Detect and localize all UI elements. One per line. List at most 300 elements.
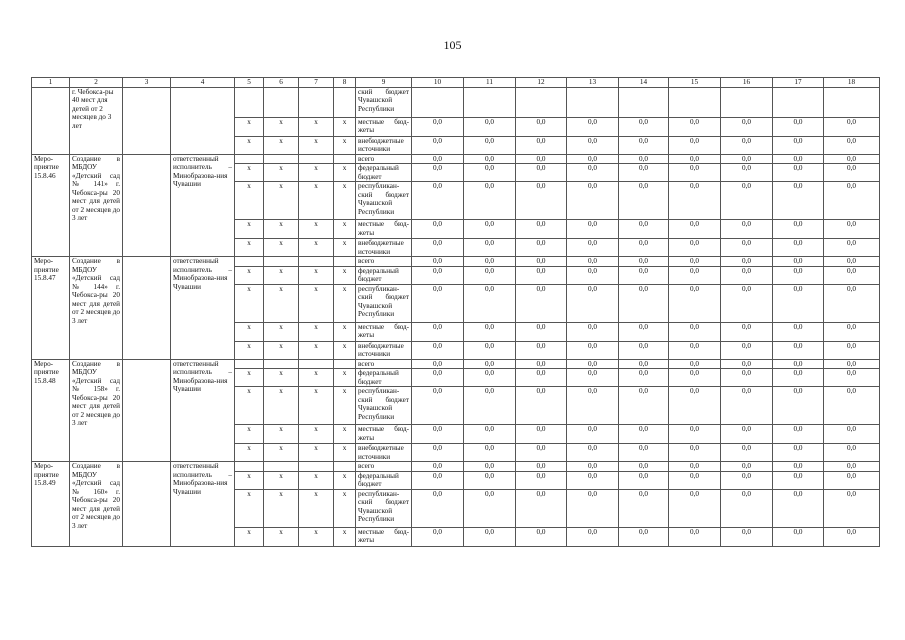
value-cell: 0,0 (824, 284, 880, 322)
value-cell: 0,0 (824, 387, 880, 425)
x-mark: x (264, 387, 299, 425)
funding-source-cell: республикан-ский бюджет Чувашской Республики (356, 387, 412, 425)
value-cell: 0,0 (567, 341, 619, 359)
value-cell: 0,0 (412, 462, 464, 471)
x-mark: x (334, 489, 356, 527)
x-mark: x (235, 182, 264, 220)
column-header: 7 (299, 78, 334, 88)
value-cell: 0,0 (721, 462, 773, 471)
x-mark: x (235, 527, 264, 546)
column-header: 3 (123, 78, 171, 88)
value-cell: 0,0 (721, 387, 773, 425)
empty-cell (299, 257, 334, 266)
event-code-cell: Меро-приятие 15.8.48 (32, 359, 70, 461)
x-mark: x (264, 164, 299, 182)
empty-cell (334, 155, 356, 164)
value-cell: 0,0 (464, 164, 516, 182)
value-cell: 0,0 (669, 471, 721, 489)
x-mark: x (235, 322, 264, 341)
value-cell: 0,0 (516, 257, 567, 266)
value-cell: 0,0 (412, 220, 464, 239)
column-header: 6 (264, 78, 299, 88)
value-cell: 0,0 (619, 220, 669, 239)
x-mark: x (334, 387, 356, 425)
value-cell: 0,0 (773, 182, 824, 220)
value-cell: 0,0 (516, 266, 567, 284)
funding-source-cell: республикан-ский бюджет Чувашской Республики (356, 182, 412, 220)
value-cell: 0,0 (567, 471, 619, 489)
value-cell: 0,0 (412, 425, 464, 444)
empty-cell (773, 88, 824, 118)
value-cell: 0,0 (567, 387, 619, 425)
x-mark: x (235, 444, 264, 462)
value-cell: 0,0 (516, 341, 567, 359)
value-cell: 0,0 (464, 322, 516, 341)
value-cell: 0,0 (412, 359, 464, 368)
value-cell: 0,0 (669, 118, 721, 137)
value-cell: 0,0 (721, 527, 773, 546)
x-mark: x (264, 425, 299, 444)
value-cell: 0,0 (824, 527, 880, 546)
x-mark: x (264, 444, 299, 462)
value-cell: 0,0 (824, 359, 880, 368)
value-cell: 0,0 (464, 462, 516, 471)
x-mark: x (299, 220, 334, 239)
value-cell: 0,0 (464, 257, 516, 266)
value-cell: 0,0 (721, 220, 773, 239)
event-name-cell: г. Чебокса-ры 40 мест для детей от 2 месяцев до 3 лет (70, 88, 123, 155)
page-number: 105 (443, 38, 462, 52)
funding-source-cell: местные бюд-жеты (356, 220, 412, 239)
value-cell: 0,0 (824, 257, 880, 266)
value-cell: 0,0 (669, 164, 721, 182)
value-cell: 0,0 (824, 220, 880, 239)
value-cell: 0,0 (516, 322, 567, 341)
x-mark: x (264, 489, 299, 527)
value-cell: 0,0 (464, 137, 516, 155)
x-mark: x (235, 239, 264, 257)
value-cell: 0,0 (773, 444, 824, 462)
value-cell: 0,0 (567, 182, 619, 220)
value-cell: 0,0 (619, 425, 669, 444)
x-mark: x (334, 369, 356, 387)
value-cell: 0,0 (824, 164, 880, 182)
value-cell: 0,0 (824, 471, 880, 489)
x-mark: x (334, 137, 356, 155)
empty-cell (464, 88, 516, 118)
value-cell: 0,0 (721, 266, 773, 284)
value-cell: 0,0 (721, 489, 773, 527)
column-header: 10 (412, 78, 464, 88)
value-cell: 0,0 (721, 341, 773, 359)
value-cell: 0,0 (412, 118, 464, 137)
empty-cell (334, 359, 356, 368)
x-mark: x (334, 425, 356, 444)
value-cell: 0,0 (773, 489, 824, 527)
value-cell: 0,0 (464, 489, 516, 527)
empty-cell (334, 88, 356, 118)
value-cell: 0,0 (567, 239, 619, 257)
empty-cell (334, 462, 356, 471)
x-mark: x (235, 284, 264, 322)
event-code-cell: Меро-приятие 15.8.46 (32, 155, 70, 257)
x-mark: x (264, 369, 299, 387)
x-mark: x (299, 425, 334, 444)
value-cell: 0,0 (412, 471, 464, 489)
value-cell: 0,0 (412, 164, 464, 182)
event-name-cell: Создание в МБДОУ «Детский сад № 158» г. Чебокса-ры 20 мест для детей от 2 месяцев до 3 лет (70, 359, 123, 461)
responsible-cell: ответственный исполнитель – Минобразова-ния Чувашии (171, 155, 235, 257)
x-mark: x (235, 341, 264, 359)
value-cell: 0,0 (824, 137, 880, 155)
value-cell: 0,0 (412, 444, 464, 462)
x-mark: x (264, 322, 299, 341)
empty-cell (264, 155, 299, 164)
value-cell: 0,0 (669, 182, 721, 220)
value-cell: 0,0 (464, 341, 516, 359)
x-mark: x (334, 284, 356, 322)
value-cell: 0,0 (721, 322, 773, 341)
empty-cell (235, 155, 264, 164)
value-cell: 0,0 (824, 489, 880, 527)
value-cell: 0,0 (412, 257, 464, 266)
value-cell: 0,0 (516, 425, 567, 444)
funding-source-cell: республикан-ский бюджет Чувашской Республики (356, 489, 412, 527)
value-cell: 0,0 (824, 369, 880, 387)
value-cell: 0,0 (516, 462, 567, 471)
x-mark: x (299, 266, 334, 284)
empty-cell (299, 88, 334, 118)
value-cell: 0,0 (824, 155, 880, 164)
value-cell: 0,0 (669, 444, 721, 462)
value-cell: 0,0 (516, 182, 567, 220)
value-cell: 0,0 (619, 266, 669, 284)
funding-source-cell: федеральный бюджет (356, 266, 412, 284)
value-cell: 0,0 (773, 369, 824, 387)
funding-source-cell: федеральный бюджет (356, 369, 412, 387)
column-header: 18 (824, 78, 880, 88)
empty-cell (299, 155, 334, 164)
table-row (32, 88, 880, 118)
value-cell: 0,0 (619, 284, 669, 322)
value-cell: 0,0 (721, 137, 773, 155)
value-cell: 0,0 (773, 462, 824, 471)
value-cell: 0,0 (824, 118, 880, 137)
value-cell: 0,0 (412, 137, 464, 155)
value-cell: 0,0 (669, 341, 721, 359)
value-cell: 0,0 (567, 444, 619, 462)
event-name-cell: Создание в МБДОУ «Детский сад № 141» г. Чебокса-ры 20 мест для детей от 2 месяцев до 3 лет (70, 155, 123, 257)
table-row (32, 155, 880, 164)
value-cell: 0,0 (773, 164, 824, 182)
value-cell: 0,0 (669, 266, 721, 284)
empty-cell (516, 88, 567, 118)
responsible-cell (171, 88, 235, 155)
event-name-cell: Создание в МБДОУ «Детский сад № 160» г. Чебокса-ры 20 мест для детей от 2 месяцев до 3 лет (70, 462, 123, 546)
column-header: 13 (567, 78, 619, 88)
participant-cell (123, 155, 171, 257)
value-cell: 0,0 (619, 182, 669, 220)
value-cell: 0,0 (464, 527, 516, 546)
value-cell: 0,0 (516, 387, 567, 425)
value-cell: 0,0 (619, 341, 669, 359)
value-cell: 0,0 (669, 387, 721, 425)
value-cell: 0,0 (669, 527, 721, 546)
value-cell: 0,0 (567, 359, 619, 368)
x-mark: x (235, 425, 264, 444)
value-cell: 0,0 (721, 444, 773, 462)
value-cell: 0,0 (516, 489, 567, 527)
value-cell: 0,0 (516, 284, 567, 322)
funding-source-cell: всего (356, 462, 412, 471)
x-mark: x (299, 164, 334, 182)
value-cell: 0,0 (464, 359, 516, 368)
x-mark: x (299, 322, 334, 341)
x-mark: x (264, 182, 299, 220)
x-mark: x (334, 527, 356, 546)
value-cell: 0,0 (567, 137, 619, 155)
value-cell: 0,0 (516, 444, 567, 462)
empty-cell (334, 257, 356, 266)
column-header: 12 (516, 78, 567, 88)
value-cell: 0,0 (721, 284, 773, 322)
column-header: 2 (70, 78, 123, 88)
x-mark: x (334, 322, 356, 341)
empty-cell (669, 88, 721, 118)
value-cell: 0,0 (619, 164, 669, 182)
value-cell: 0,0 (669, 425, 721, 444)
value-cell: 0,0 (721, 359, 773, 368)
value-cell: 0,0 (567, 322, 619, 341)
value-cell: 0,0 (412, 155, 464, 164)
column-header: 8 (334, 78, 356, 88)
value-cell: 0,0 (516, 527, 567, 546)
x-mark: x (235, 387, 264, 425)
value-cell: 0,0 (773, 387, 824, 425)
value-cell: 0,0 (619, 387, 669, 425)
value-cell: 0,0 (567, 220, 619, 239)
value-cell: 0,0 (824, 239, 880, 257)
value-cell: 0,0 (464, 369, 516, 387)
empty-cell (264, 462, 299, 471)
table-row (32, 257, 880, 266)
value-cell: 0,0 (619, 359, 669, 368)
value-cell: 0,0 (412, 341, 464, 359)
value-cell: 0,0 (773, 341, 824, 359)
x-mark: x (299, 471, 334, 489)
header-row (32, 78, 880, 88)
value-cell: 0,0 (619, 322, 669, 341)
value-cell: 0,0 (721, 425, 773, 444)
table-body (32, 78, 880, 547)
x-mark: x (235, 137, 264, 155)
empty-cell (412, 88, 464, 118)
value-cell: 0,0 (824, 444, 880, 462)
x-mark: x (299, 489, 334, 527)
value-cell: 0,0 (669, 322, 721, 341)
value-cell: 0,0 (464, 155, 516, 164)
x-mark: x (264, 284, 299, 322)
value-cell: 0,0 (516, 369, 567, 387)
x-mark: x (235, 164, 264, 182)
responsible-cell: ответственный исполнитель – Минобразова-ния Чувашии (171, 359, 235, 461)
value-cell: 0,0 (412, 387, 464, 425)
empty-cell (264, 257, 299, 266)
participant-cell (123, 359, 171, 461)
value-cell: 0,0 (516, 471, 567, 489)
value-cell: 0,0 (773, 137, 824, 155)
x-mark: x (264, 471, 299, 489)
value-cell: 0,0 (824, 425, 880, 444)
value-cell: 0,0 (669, 155, 721, 164)
value-cell: 0,0 (773, 257, 824, 266)
empty-cell (235, 88, 264, 118)
x-mark: x (235, 471, 264, 489)
value-cell: 0,0 (669, 239, 721, 257)
value-cell: 0,0 (773, 266, 824, 284)
table-row (32, 359, 880, 368)
funding-source-cell: всего (356, 257, 412, 266)
x-mark: x (264, 137, 299, 155)
value-cell: 0,0 (464, 444, 516, 462)
value-cell: 0,0 (669, 359, 721, 368)
value-cell: 0,0 (619, 369, 669, 387)
x-mark: x (334, 164, 356, 182)
empty-cell (235, 462, 264, 471)
value-cell: 0,0 (412, 527, 464, 546)
value-cell: 0,0 (412, 239, 464, 257)
value-cell: 0,0 (669, 369, 721, 387)
event-code-cell (32, 88, 70, 155)
value-cell: 0,0 (721, 164, 773, 182)
x-mark: x (299, 341, 334, 359)
value-cell: 0,0 (567, 527, 619, 546)
funding-source-cell: местные бюд-жеты (356, 118, 412, 137)
empty-cell (567, 88, 619, 118)
value-cell: 0,0 (619, 239, 669, 257)
empty-cell (235, 257, 264, 266)
value-cell: 0,0 (721, 118, 773, 137)
value-cell: 0,0 (773, 118, 824, 137)
value-cell: 0,0 (464, 239, 516, 257)
value-cell: 0,0 (773, 359, 824, 368)
funding-source-cell: ский бюджет Чувашской Республики (356, 88, 412, 118)
value-cell: 0,0 (464, 284, 516, 322)
value-cell: 0,0 (721, 369, 773, 387)
x-mark: x (334, 118, 356, 137)
value-cell: 0,0 (516, 359, 567, 368)
value-cell: 0,0 (464, 425, 516, 444)
value-cell: 0,0 (619, 489, 669, 527)
empty-cell (299, 462, 334, 471)
value-cell: 0,0 (619, 257, 669, 266)
value-cell: 0,0 (412, 284, 464, 322)
value-cell: 0,0 (464, 220, 516, 239)
value-cell: 0,0 (619, 118, 669, 137)
value-cell: 0,0 (773, 527, 824, 546)
value-cell: 0,0 (464, 471, 516, 489)
value-cell: 0,0 (619, 527, 669, 546)
value-cell: 0,0 (773, 155, 824, 164)
value-cell: 0,0 (669, 220, 721, 239)
value-cell: 0,0 (824, 322, 880, 341)
funding-source-cell: внебюджетные источники (356, 137, 412, 155)
value-cell: 0,0 (619, 155, 669, 164)
value-cell: 0,0 (516, 220, 567, 239)
funding-source-cell: местные бюд-жеты (356, 425, 412, 444)
value-cell: 0,0 (567, 462, 619, 471)
empty-cell (235, 359, 264, 368)
funding-source-cell: федеральный бюджет (356, 471, 412, 489)
column-header: 1 (32, 78, 70, 88)
x-mark: x (334, 341, 356, 359)
value-cell: 0,0 (567, 369, 619, 387)
x-mark: x (299, 239, 334, 257)
x-mark: x (264, 341, 299, 359)
responsible-cell: ответственный исполнитель – Минобразова-ния Чувашии (171, 257, 235, 359)
event-code-cell: Меро-приятие 15.8.49 (32, 462, 70, 546)
value-cell: 0,0 (619, 462, 669, 471)
value-cell: 0,0 (412, 182, 464, 220)
funding-source-cell: всего (356, 155, 412, 164)
column-header: 9 (356, 78, 412, 88)
value-cell: 0,0 (412, 489, 464, 527)
value-cell: 0,0 (773, 471, 824, 489)
event-code-cell: Меро-приятие 15.8.47 (32, 257, 70, 359)
funding-source-cell: внебюджетные источники (356, 444, 412, 462)
x-mark: x (299, 284, 334, 322)
x-mark: x (264, 220, 299, 239)
value-cell: 0,0 (567, 425, 619, 444)
x-mark: x (299, 182, 334, 220)
empty-cell (264, 88, 299, 118)
value-cell: 0,0 (412, 322, 464, 341)
value-cell: 0,0 (516, 239, 567, 257)
value-cell: 0,0 (619, 137, 669, 155)
value-cell: 0,0 (567, 118, 619, 137)
responsible-cell: ответственный исполнитель – Минобразова-ния Чувашии (171, 462, 235, 546)
empty-cell (299, 359, 334, 368)
x-mark: x (299, 527, 334, 546)
column-header: 17 (773, 78, 824, 88)
funding-source-cell: всего (356, 359, 412, 368)
x-mark: x (299, 118, 334, 137)
x-mark: x (299, 369, 334, 387)
value-cell: 0,0 (669, 137, 721, 155)
column-header: 5 (235, 78, 264, 88)
value-cell: 0,0 (669, 462, 721, 471)
value-cell: 0,0 (669, 284, 721, 322)
value-cell: 0,0 (721, 239, 773, 257)
x-mark: x (235, 220, 264, 239)
value-cell: 0,0 (773, 239, 824, 257)
value-cell: 0,0 (567, 266, 619, 284)
x-mark: x (334, 266, 356, 284)
x-mark: x (334, 220, 356, 239)
value-cell: 0,0 (464, 118, 516, 137)
table-row (32, 462, 880, 471)
value-cell: 0,0 (824, 341, 880, 359)
value-cell: 0,0 (567, 155, 619, 164)
x-mark: x (264, 266, 299, 284)
value-cell: 0,0 (567, 164, 619, 182)
budget-table (31, 77, 880, 547)
value-cell: 0,0 (516, 155, 567, 164)
column-header: 16 (721, 78, 773, 88)
empty-cell (264, 359, 299, 368)
funding-source-cell: местные бюд-жеты (356, 527, 412, 546)
x-mark: x (264, 239, 299, 257)
